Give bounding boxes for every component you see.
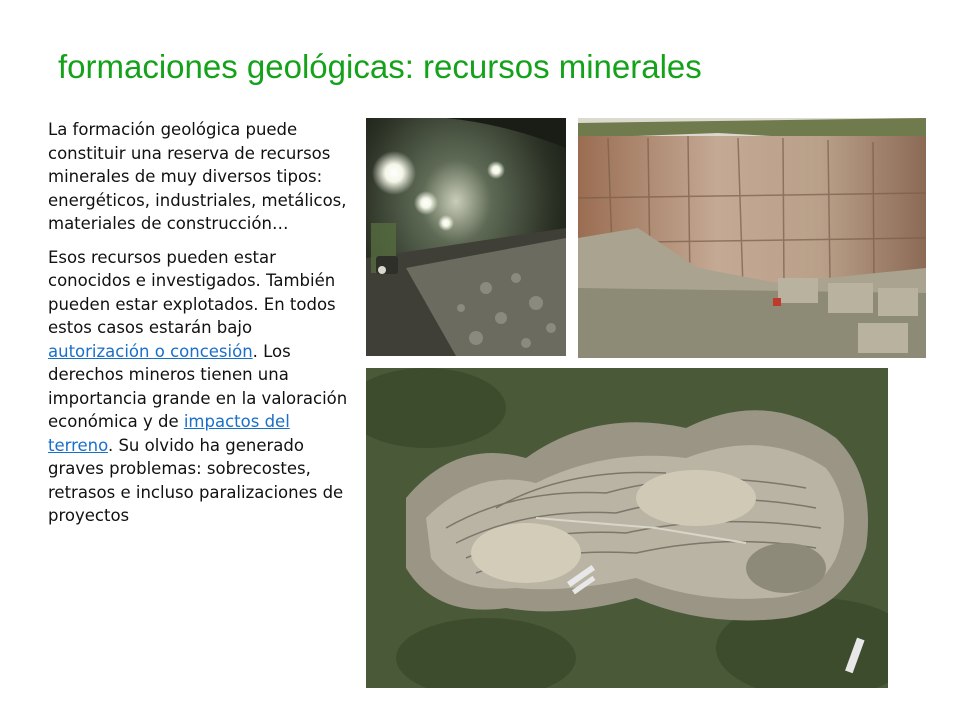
stone-quarry-photo xyxy=(578,118,926,358)
page-title: formaciones geológicas: recursos minerales xyxy=(58,48,702,85)
body-text xyxy=(48,118,348,538)
paragraph-2-part-1: Esos recursos pueden estar conocidos e investigados. También pueden estar explotados. En todos estos casos estarán bajo xyxy=(48,247,336,337)
terrain-impacts-link[interactable]: impactos del terreno xyxy=(48,412,290,455)
mining-tunnel-photo xyxy=(366,118,566,356)
paragraph-2 xyxy=(48,246,348,528)
paragraph-1: La formación geológica puede constituir una reserva de recursos minerales de muy diversos tipos: energéticos, industriales, metálicos, materiales de construcción… xyxy=(48,120,347,233)
open-pit-mine-aerial-photo xyxy=(366,368,888,688)
paragraph-2-part-3: . Su olvido ha generado graves problemas: sobrecostes, retrasos e incluso paralizaciones de proyectos xyxy=(48,435,344,525)
authorization-concession-link[interactable]: autorización o concesión xyxy=(48,341,253,361)
paragraph-2-part-2: . Los derechos mineros tienen una importancia grande en la valoración económica y de xyxy=(48,341,348,431)
